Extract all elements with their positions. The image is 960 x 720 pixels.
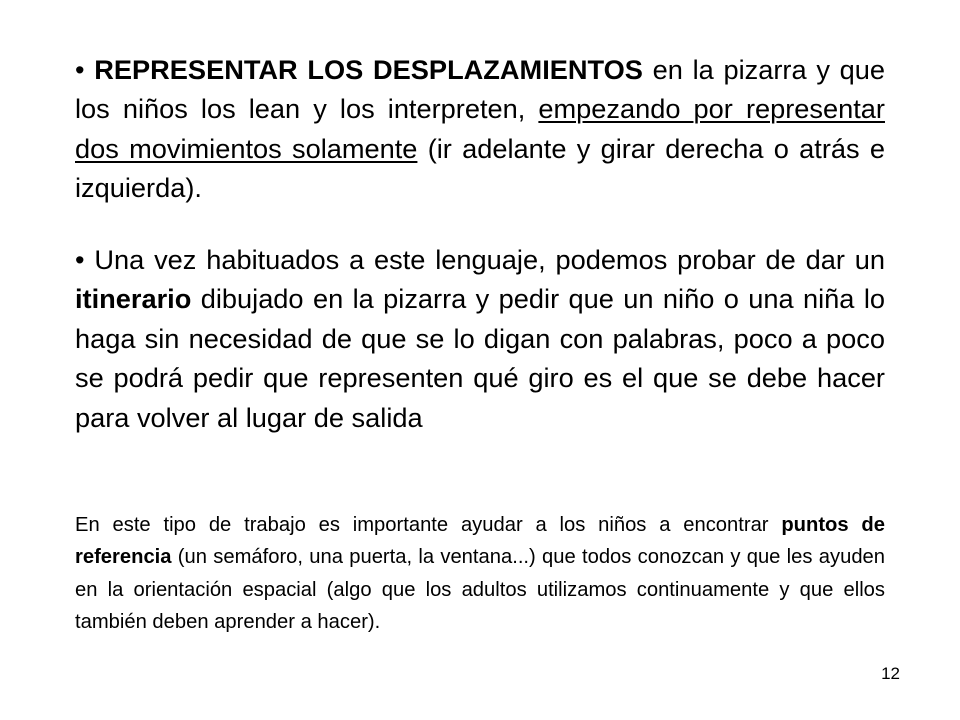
bullet: • bbox=[75, 54, 85, 85]
paragraph-text: Una vez habituados a este lenguaje, podemos probar de dar un bbox=[84, 244, 885, 275]
paragraph-text-end: (un semáforo, una puerta, la ventana...) que todos conozcan y que les ayuden en la orientación espacial (algo que los adultos utilizamos continuamente y que ellos también deben aprender a hacer). bbox=[75, 546, 885, 633]
paragraph-itinerary bbox=[75, 240, 885, 437]
bold-phrase: puntos de referencia bbox=[75, 514, 885, 569]
paragraph-text: en la pizarra y que los niños los lean y los interpreten, bbox=[75, 54, 885, 125]
bold-heading: REPRESENTAR LOS DESPLAZAMIENTOS bbox=[94, 54, 643, 85]
paragraph-text-end: (ir adelante y girar derecha o atrás e izquierda). bbox=[75, 132, 885, 204]
bold-word: itinerario bbox=[75, 283, 192, 315]
paragraph-text-end: dibujado en la pizarra y pedir que un niño o una niña lo haga sin necesidad de que se lo digan con palabras, poco a poco se podrá pedir que representen qué giro es el que se debe hacer para volver al lugar de salida bbox=[75, 283, 885, 433]
paragraph-reference-points bbox=[75, 509, 885, 638]
paragraph-text: En este tipo de trabajo es importante ayudar a los niños a encontrar bbox=[75, 514, 782, 536]
paragraph-represent-movements bbox=[75, 50, 885, 208]
bullet: • bbox=[75, 244, 85, 275]
underlined-text: empezando por representar dos movimientos solamente bbox=[75, 93, 885, 164]
page-number: 12 bbox=[881, 664, 900, 683]
